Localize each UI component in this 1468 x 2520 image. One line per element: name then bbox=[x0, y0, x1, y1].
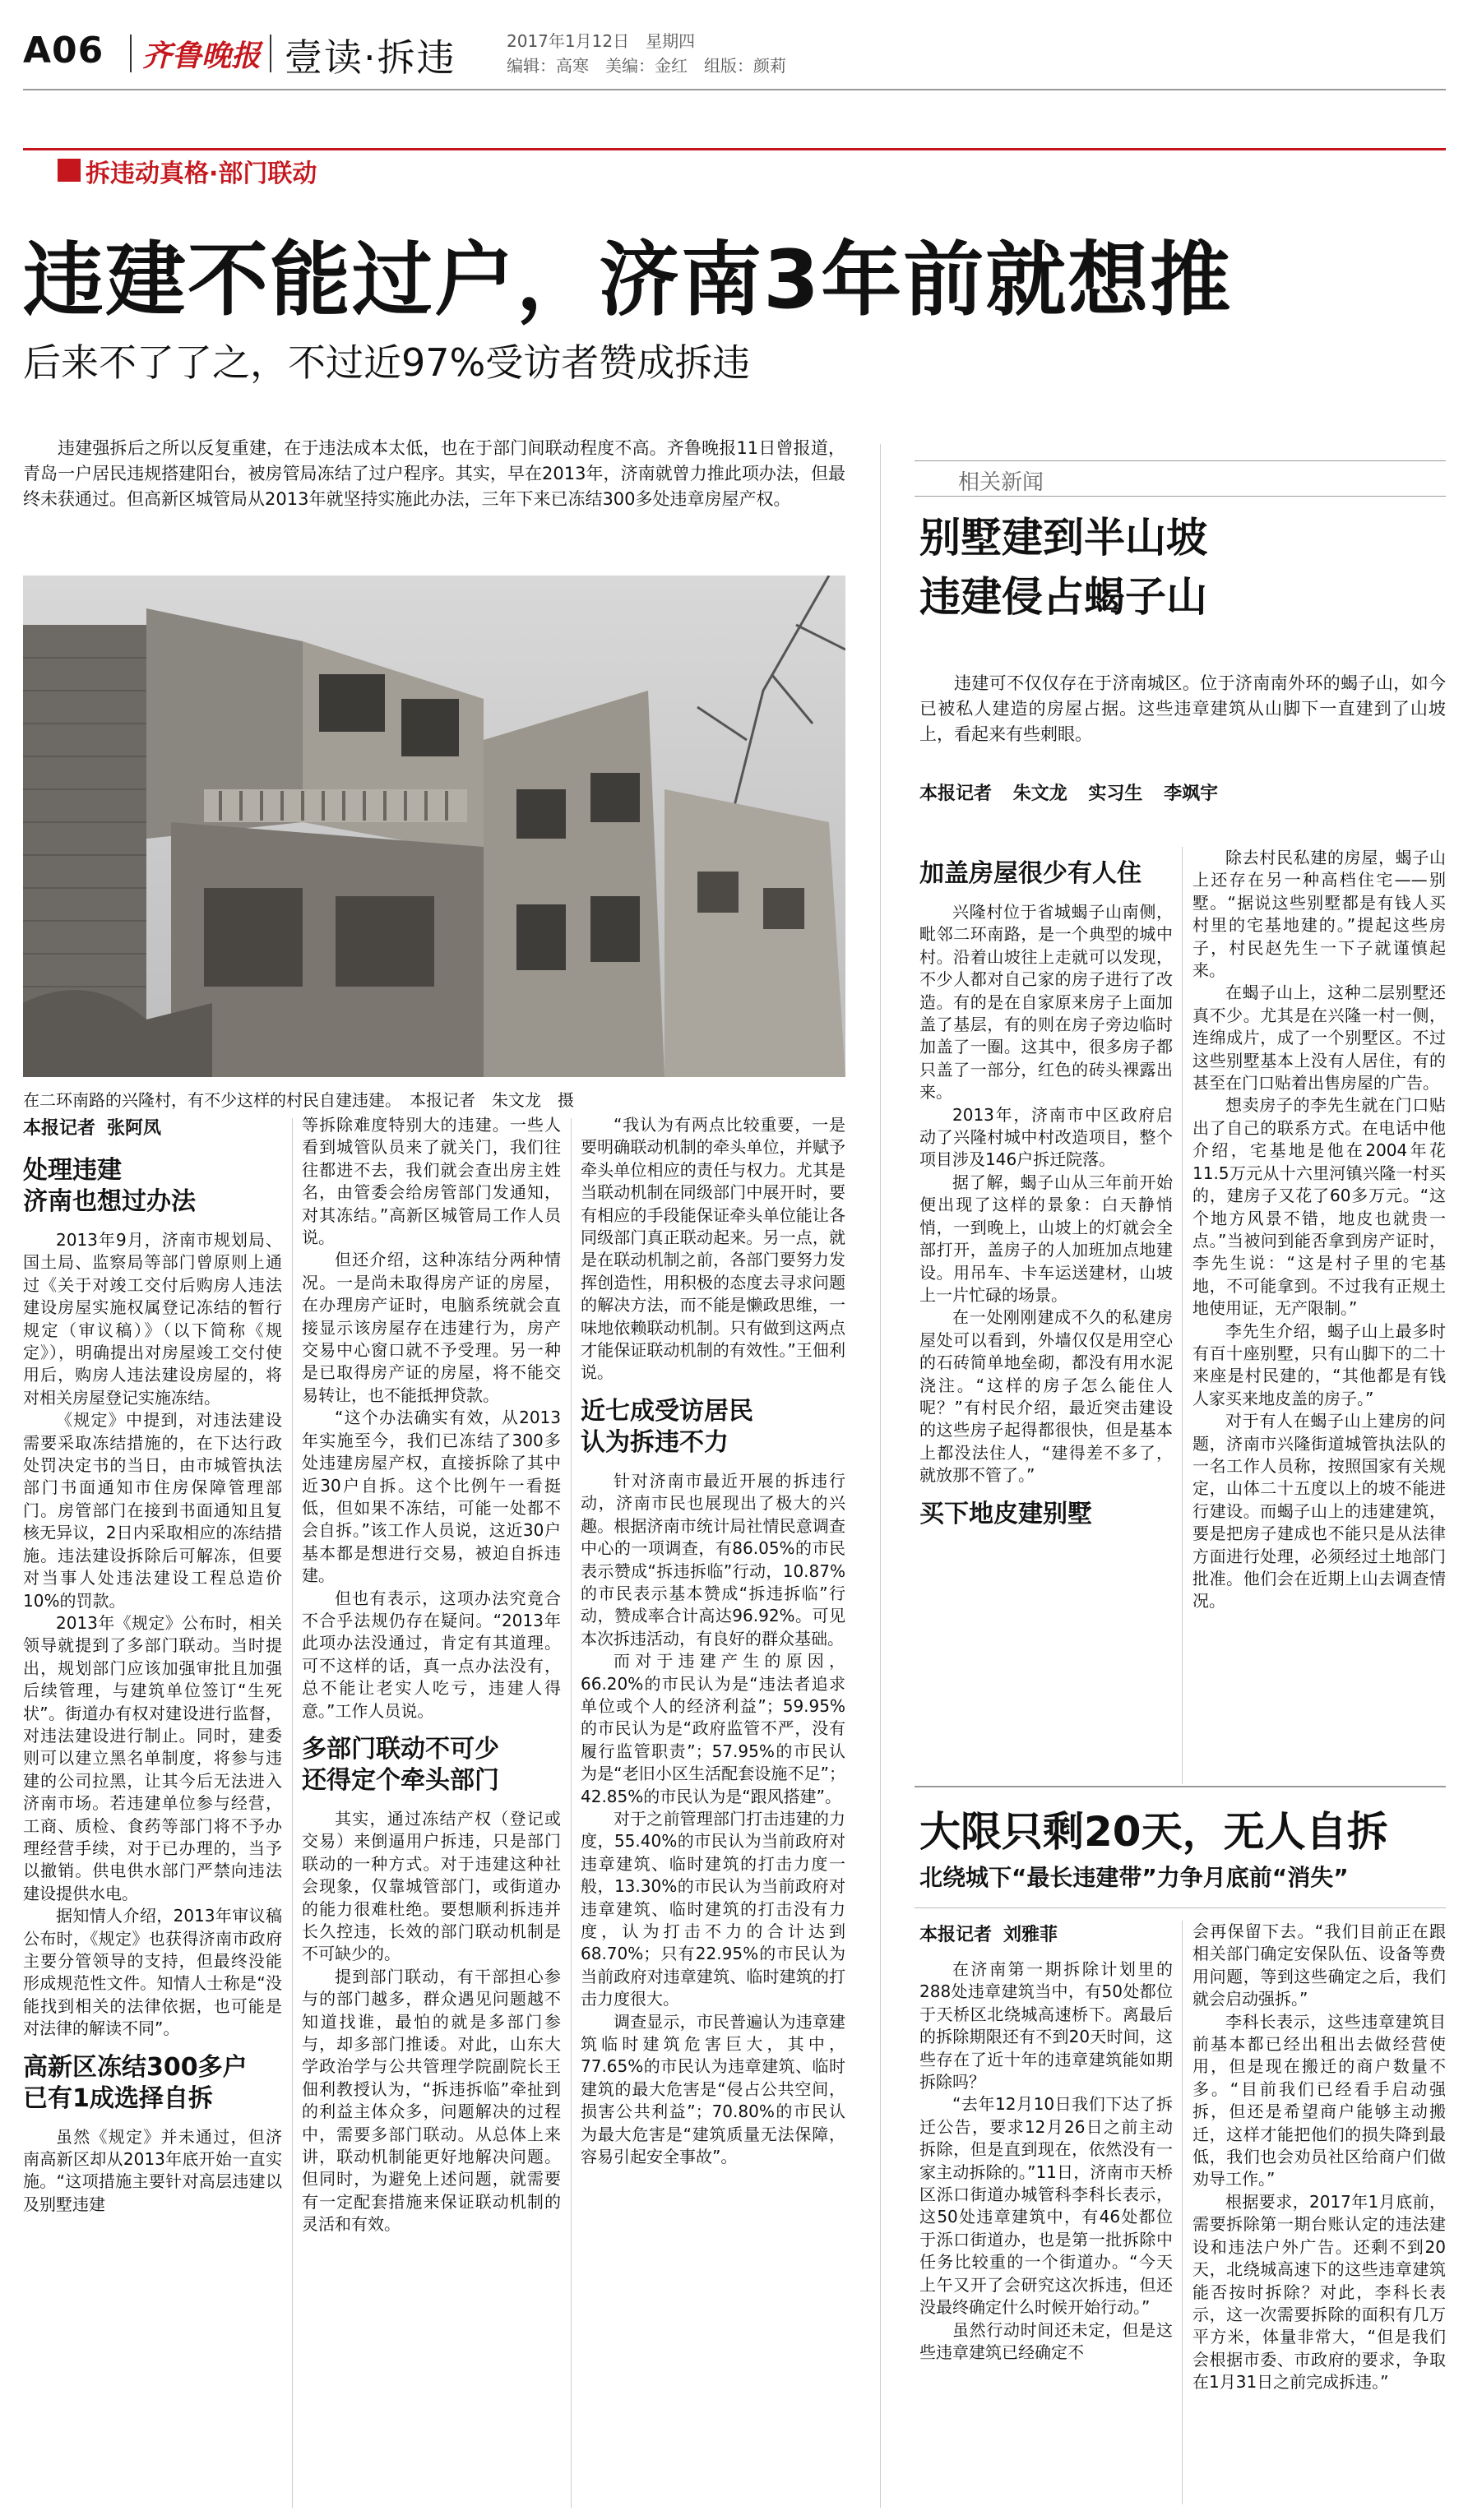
paragraph: 兴隆村位于省城蝎子山南侧，毗邻二环南路，是一个典型的城中村。沿着山坡往上走就可以发现，不少人都对自己家的房子进行了改造。有的是在自家原来房子上面加盖了基层，有的则在房子旁边临时加盖了一圈。这其中，很多房子都只盖了一部分，红色的砖头裸露出来。 bbox=[919, 902, 1173, 1103]
paragraph: 除去村民私建的房屋，蝎子山上还存在另一种高档住宅——别墅。“据说这些别墅都是有钱人买村里的宅基地建的。”提起这些房子，村民赵先生一下子就谨慎起来。 bbox=[1192, 848, 1446, 981]
byline bbox=[919, 1921, 1173, 1950]
main-story-col1 bbox=[23, 1114, 282, 2216]
side-story-colB bbox=[1192, 847, 1446, 1613]
editor-credits: 编辑：高寒 美编：金红 组版：颜莉 bbox=[507, 56, 786, 76]
section-name: 壹读·拆违 bbox=[285, 35, 456, 80]
paragraph: 对于之前管理部门打击违建的力度，55.40%的市民认为当前政府对违章建筑、临时建筑的打击力度一般，13.30%的市民认为当前政府对违章建筑、临时建筑的打击没有力度，认为打击不力的合计达到68.70%；只有22.95%的市民认为当前政府对违章建筑、临时建筑的打击力度很大。 bbox=[581, 1808, 845, 2009]
news-photo bbox=[23, 576, 845, 1077]
column-rule bbox=[1182, 847, 1183, 1784]
paragraph: 李科长表示，这些违章建筑目前基本都已经出租出去做经营使用，但是现在搬迁的商户数量不多。“目前我们已经看手启动强拆，但还是希望商户能够主动搬迁，这样才能把他们的损失降到最低，我们也会劝员社区给商户们做劝导工作。” bbox=[1192, 2011, 1446, 2189]
paragraph: 2013年9月，济南市规划局、国土局、监察局等部门曾原则上通过《关于对竣工交付后购房人违法建设房屋实施权属登记冻结的暂行规定（审议稿）》（以下简称《规定》），明确提出对房屋竣工交付使用后，购房人违法建设房屋的，将对相关房屋登记实施冻结。 bbox=[23, 1230, 282, 1408]
paragraph: 据了解，蝎子山从三年前开始便出现了这样的景象：白天静悄悄，一到晚上，山坡上的灯就会全部打开，盖房子的人加班加点地建设。用吊车、卡车运送建材，山坡上一片忙碌的场景。 bbox=[919, 1172, 1173, 1305]
paragraph: 对于有人在蝎子山上建房的问题，济南市兴隆街道城管执法队的一名工作人员称，按照国家有关规定，山体二十五度以上的坡不能进行建设。而蝎子山上的违建建筑，要是把房子建成也不能只是从法律方面进行处理，必须经过土地部门批准。他们会在近期上山去调查情况。 bbox=[1192, 1411, 1446, 1611]
paragraph: 根据要求，2017年1月底前，需要拆除第一期台账认定的违法建设和违法户外广告。还剩不到20天，北绕城高速下的这些违章建筑能否按时拆除？对此，李科长表示，这一次需要拆除的面积有几万平方米，体量非常大，“但是我们会根据市委、市政府的要求，争取在1月31日之前完成拆违。” bbox=[1192, 2191, 1446, 2393]
paragraph: 据知情人介绍，2013年审议稿公布时，《规定》也获得济南市政府主要分管领导的支持，但最终没能形成规范性文件。知情人士称是“没能找到相关的法律依据，也可能是对法律的解读不同”。 bbox=[23, 1906, 282, 2039]
story2-rule bbox=[915, 1786, 1446, 1787]
paragraph: 2013年《规定》公布时，相关领导就提到了多部门联动。当时提出，规划部门应该加强审批且加强后续管理，与建筑单位签订“生死状”。街道办有权对建设进行监督，对违法建设进行制止。同时，建委则可以建立黑名单制度，将参与违建的公司拉黑，让其今后无法进入济南市场。若违建单位参与经营，工商、质检、食药等部门将不予办理经营手续，对于已办理的，当予以撤销。供电供水部门严禁向违法建设提供水电。 bbox=[23, 1612, 282, 1903]
paragraph: 等拆除难度特别大的违建。一些人看到城管队员来了就关门，我们往往都进不去，我们就会查出房主姓名，由管委会给房管部门发通知，对其冻结。”高新区城管局工作人员说。 bbox=[302, 1115, 561, 1248]
main-story-col3 bbox=[581, 1114, 845, 2168]
paragraph: 2013年，济南市中区政府启动了兴隆村城中村改造项目，整个项目涉及146户拆迁院落。 bbox=[919, 1104, 1173, 1170]
side-story-colA bbox=[919, 847, 1173, 1542]
byline bbox=[23, 1114, 282, 1144]
side-headline-line2: 违建侵占蝎子山 bbox=[919, 573, 1207, 621]
column-rule bbox=[1182, 1921, 1183, 2504]
issue-date: 2017年1月12日 星期四 bbox=[507, 31, 696, 51]
masthead-divider bbox=[130, 35, 132, 72]
reporter-name: 李飒宇 bbox=[1164, 784, 1219, 804]
reporter-name: 刘雅菲 bbox=[1003, 1925, 1058, 1945]
reporter-label: 本报记者 bbox=[919, 784, 993, 804]
related-news-tag: 相关新闻 bbox=[958, 470, 1044, 495]
paragraph: 而对于违建产生的原因，66.20%的市民认为是“违法者追求单位或个人的经济利益”；59.95%的市民认为是“政府监管不严，没有履行监管职责”；57.95%的市民认为是“老旧小区生活配套设施不足”；42.85%的市民认为是“跟风搭建”。 bbox=[581, 1651, 845, 1806]
photo-caption: 在二环南路的兴隆村，有不少这样的村民自建违建。 本报记者 朱文龙 摄 bbox=[23, 1090, 574, 1110]
section-divider bbox=[880, 444, 881, 2508]
reporter-name: 实习生 bbox=[1088, 784, 1143, 804]
section-subtitle: 处理违建 济南也想过办法 bbox=[23, 1156, 196, 1216]
paragraph: 调查显示，市民普遍认为违章建筑临时建筑危害巨大，其中，77.65%的市民认为违章建筑、临时建筑的最大危害是“侵占公共空间，损害公共利益”；70.80%的市民认为最大危害是“建筑质量无法保障，容易引起安全事故”。 bbox=[581, 2011, 845, 2167]
paragraph: 《规定》中提到，对违法建设需要采取冻结措施的，在下达行政处罚决定书的当日，由市城管执法部门书面通知市住房保障管理部门。房管部门在接到书面通知且复核无异议，2日内采取相应的冻结措施。违法建设拆除后可解冻，但要对当事人处违法建设工程总造价10%的罚款。 bbox=[23, 1410, 282, 1611]
reporter-name: 朱文龙 bbox=[1012, 784, 1067, 804]
page-number: A06 bbox=[23, 30, 104, 72]
paragraph: 但也有表示，这项办法究竟合不合乎法规仍存在疑问。“2013年此项办法没通过，肯定有其道理。可不这样的话，真一点办法没有，总不能让老实人吃亏，违建人得意。”工作人员说。 bbox=[302, 1588, 561, 1721]
paragraph: “这个办法确实有效，从2013年实施至今，我们已冻结了300多处违建房屋产权，直接拆除了其中近30户自拆。这个比例午一看挺低，但如果不冻结，可能一处都不会自拆。”该工作人员说，这近30户基本都是想进行交易，被迫自拆违建。 bbox=[302, 1408, 561, 1586]
column-rule bbox=[571, 1118, 572, 2508]
section-subtitle: 买下地皮建别墅 bbox=[919, 1499, 1092, 1528]
topic-tag: 拆违动真格·部门联动 bbox=[86, 160, 317, 188]
section-subtitle: 多部门联动不可少 还得定个牵头部门 bbox=[302, 1734, 499, 1795]
main-subheadline: 后来不了了之，不过近97%受访者赞成拆违 bbox=[23, 340, 751, 385]
paragraph: 在济南第一期拆除计划里的288处违章建筑当中，有50处都位于天桥区北绕城高速桥下。离最后的拆除期限还有不到20天时间，这些存在了近十年的违章建筑能如期拆除吗？ bbox=[919, 1959, 1173, 2092]
paper-logo: 齐鲁晚报 bbox=[142, 39, 262, 73]
reporter-label: 本报记者 bbox=[919, 1925, 993, 1945]
section-subtitle: 高新区冻结300多户 已有1成选择自拆 bbox=[23, 2052, 248, 2113]
paragraph: 虽然行动时间还未定，但是这些违章建筑已经确定不 bbox=[919, 2319, 1173, 2362]
section-subtitle: 加盖房屋很少有人住 bbox=[919, 859, 1142, 888]
side-headline bbox=[919, 508, 1207, 627]
story2-colA bbox=[919, 1921, 1173, 2364]
story2-colB bbox=[1192, 1921, 1446, 2394]
paragraph: 在蝎子山上，这种二层别墅还真不少。尤其是在兴隆一村一侧，连绵成片，成了一个别墅区。不过这些别墅基本上没有人居住，有的甚至在门口贴着出售房屋的广告。 bbox=[1192, 983, 1446, 1094]
paragraph: “去年12月10日我们下达了拆迁公告，要求12月26日之前主动拆除，但是直到现在，依然没有一家主动拆除的。”11日，济南市天桥区泺口街道办城管科李科长表示，这50处违章建筑中，有46处都位于泺口街道办，也是第一批拆除中任务比较重的一个街道办。“今天上午又开了会研究这次拆违，但还没最终确定什么时候开始行动。” bbox=[919, 2094, 1173, 2318]
main-story-col2 bbox=[302, 1114, 561, 2236]
topic-square-icon bbox=[58, 159, 81, 182]
lead-paragraph: 违建强拆后之所以反复重建，在于违法成本太低，也在于部门间联动程度不高。齐鲁晚报11日曾报道，青岛一户居民违规搭建阳台，被房管局冻结了过户程序。其实，早在2013年，济南就曾力推此项办法，但最终未获通过。但高新区城管局从2013年就坚持实施此办法，三年下来已冻结300多处违章房屋产权。 bbox=[23, 438, 845, 509]
paragraph: 想卖房子的李先生就在门口贴出了自己的联系方式。在电话中他介绍，宅基地是他在2004年花11.5万元从十六里河镇兴隆一村买的，建房子又花了60多万元。“这个地方风景不错，地皮也就贵一点。”当被问到能否拿到房产证时，李先生说：“这是村子里的宅基地，不可能拿到。不过我有正规土地使用证，无产限制。” bbox=[1192, 1095, 1446, 1319]
section-subtitle: 近七成受访居民 认为拆违不力 bbox=[581, 1396, 753, 1457]
paragraph: 提到部门联动，有干部担心参与的部门越多，群众遇见问题越不知道找谁，最怕的就是多部门参与，却多部门推诿。对此，山东大学政治学与公共管理学院副院长王佃利教授认为，“拆违拆临”牵扯到的利益主体众多，问题解决的过程中，需要多部门联动。从总体上来讲，联动机制能更好地解决问题。但同时，为避免上述问题，就需要有一定配套措施来保证联动机制的灵活和有效。 bbox=[302, 1966, 561, 2235]
topic-rule bbox=[23, 148, 1446, 150]
paragraph: 在一处刚刚建成不久的私建房屋处可以看到，外墙仅仅是用空心的石砖简单地垒砌，都没有用水泥浇注。“这样的房子怎么能住人呢？”有村民介绍，最近突击建设的这些房子起得都很快，但是基本上都没法住人，“建得差不多了，就放那不管了。” bbox=[919, 1307, 1173, 1486]
reporter-label: 本报记者 bbox=[23, 1118, 96, 1139]
story2-subheadline: 北绕城下“最长违建带”力争月底前“消失” bbox=[919, 1864, 1349, 1891]
side-lead: 违建可不仅仅存在于济南城区。位于济南南外环的蝎子山，如今已被私人建造的房屋占据。这些违章建筑从山脚下一直建到了山坡上，看起来有些刺眼。 bbox=[919, 673, 1446, 744]
side-headline-line1: 别墅建到半山坡 bbox=[919, 514, 1207, 562]
main-headline: 违建不能过户，济南3年前就想推 bbox=[23, 234, 1233, 327]
building-photo-illustration bbox=[23, 576, 845, 1077]
reporter-name: 张阿凤 bbox=[107, 1118, 162, 1139]
paragraph: 李先生介绍，蝎子山上最多时有百十座别墅，只有山脚下的二十来座是村民建的，“其他都是有钱人家买来地皮盖的房子。” bbox=[1192, 1320, 1446, 1408]
paragraph: 虽然《规定》并未通过，但济南高新区却从2013年底开始一直实施。“这项措施主要针对高层违建以及别墅违建 bbox=[23, 2126, 282, 2214]
column-rule bbox=[292, 1118, 293, 2508]
paragraph: 会再保留下去。“我们目前正在跟相关部门确定安保队伍、设备等费用问题，等到这些确定之后，我们就会启动强拆。” bbox=[1192, 1921, 1446, 2009]
side-byline bbox=[919, 779, 1233, 805]
story2-rule bbox=[915, 1907, 1446, 1908]
paragraph: 但还介绍，这种冻结分两种情况。一是尚未取得房产证的房屋，在办理房产证时，电脑系统就会直接显示该房屋存在违建行为，房产交易中心窗口就不予受理。另一种是已取得房产证的房屋，将不能交易转让，也不能抵押贷款。 bbox=[302, 1250, 561, 1405]
paragraph: “我认为有两点比较重要，一是要明确联动机制的牵头单位，并赋予牵头单位相应的责任与权力。尤其是当联动机制在同级部门中展开时，要有相应的手段能保证牵头单位能让各同级部门真正联动起来。另一点，就是在联动机制之前，各部门要努力发挥创造性，用积极的态度去寻求问题的解决方法，而不能是懒政思维，一味地依赖联动机制。只有做到这两点才能保证联动机制的有效性。”王佃利说。 bbox=[581, 1115, 845, 1383]
story2-headline: 大限只剩20天，无人自拆 bbox=[919, 1808, 1388, 1856]
paragraph: 其实，通过冻结产权（登记或交易）来倒逼用户拆违，只是部门联动的一种方式。对于违建这种社会现象，仅靠城管部门，或街道办的能力很难杜绝。要想顺利拆违并长久控违，长效的部门联动机制是不可缺少的。 bbox=[302, 1808, 561, 1964]
masthead-rule bbox=[23, 89, 1446, 90]
paragraph: 针对济南市最近开展的拆违行动，济南市民也展现出了极大的兴趣。根据济南市统计局社情民意调查中心的一项调查，有86.05%的市民表示赞成“拆违拆临”行动，10.87%的市民表示基本赞成“拆违拆临”行动，赞成率合计高达96.92%。可见本次拆违活动，有良好的群众基础。 bbox=[581, 1470, 845, 1648]
masthead-divider bbox=[270, 35, 271, 72]
masthead bbox=[23, 23, 1446, 80]
